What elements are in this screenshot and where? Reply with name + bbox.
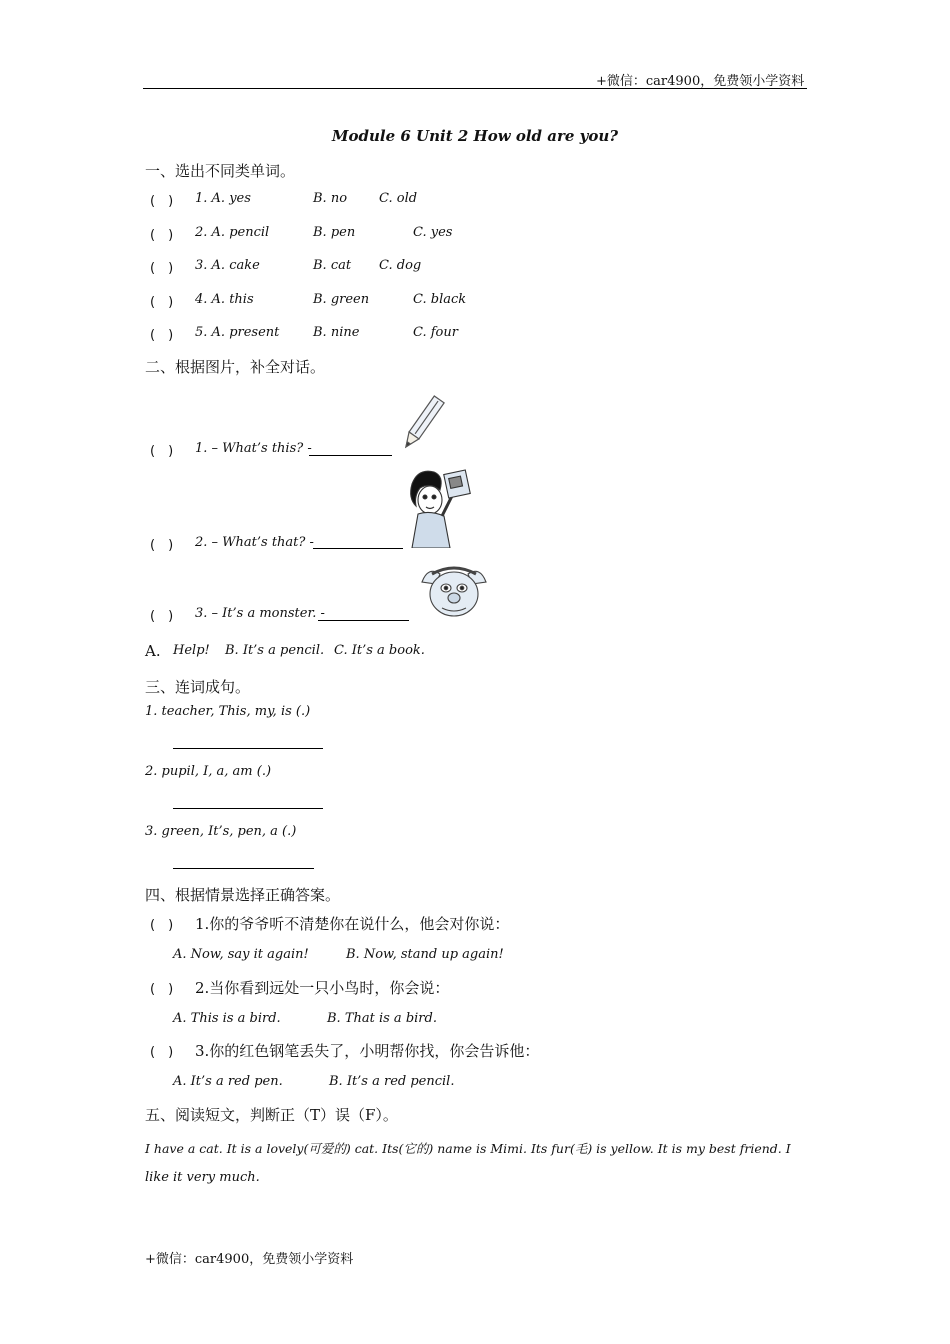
section-3-heading: 三、连词成句。: [145, 678, 251, 696]
situation-question: 2.当你看到远处一只小鸟时，你会说：: [195, 979, 450, 997]
word-order-item: 2. pupil, I, a, am (.): [145, 764, 272, 779]
answer-paren: ( ): [150, 295, 174, 310]
section-1-heading: 一、选出不同类单词。: [145, 162, 296, 180]
reading-passage-line-2: like it very much.: [145, 1170, 260, 1185]
dialog-line: 2. – What’s that? -: [195, 535, 314, 550]
blank-line: [318, 620, 409, 621]
answer-line: [173, 748, 323, 749]
question-option-c: C. yes: [413, 225, 453, 240]
option-b: B. It’s a pencil.: [225, 643, 325, 658]
section-2-heading: 二、根据图片，补全对话。: [145, 358, 326, 376]
options-label: A.: [145, 642, 161, 660]
choice-a: A. It’s a red pen.: [173, 1074, 283, 1089]
answer-paren: ( ): [150, 194, 174, 209]
question-option-b: B. no: [313, 191, 348, 206]
dialog-line: 1. – What’s this? -: [195, 441, 312, 456]
question-option-c: C. old: [379, 191, 418, 206]
option-c: C. It’s a book.: [334, 643, 425, 658]
blank-line: [309, 455, 392, 456]
choice-b: B. That is a bird.: [327, 1011, 437, 1026]
choice-b: B. Now, stand up again!: [346, 947, 504, 962]
word-order-item: 1. teacher, This, my, is (.): [145, 704, 311, 719]
question-option-b: B. nine: [313, 325, 360, 340]
question-option-a: 5. A. present: [195, 325, 280, 340]
blank-line: [313, 548, 403, 549]
question-option-c: C. four: [413, 325, 458, 340]
answer-paren: ( ): [150, 1045, 174, 1060]
word-order-item: 3. green, It’s, pen, a (.): [145, 824, 297, 839]
answer-paren: ( ): [150, 982, 174, 997]
page-title: Module 6 Unit 2 How old are you?: [331, 127, 619, 145]
situation-question: 3.你的红色钢笔丢失了，小明帮你找，你会告诉他：: [195, 1042, 540, 1060]
dialog-line: 3. – It’s a monster. -: [195, 606, 325, 621]
section-5-heading: 五、阅读短文，判断正（T）误（F）。: [145, 1106, 398, 1124]
question-option-b: B. pen: [313, 225, 356, 240]
reading-passage-line-1: I have a cat. It is a lovely(可爱的) cat. Its(它的) name is Mimi. Its fur(毛) is yellow. It is my best friend. I: [145, 1141, 791, 1156]
answer-paren: ( ): [150, 261, 174, 276]
answer-paren: ( ): [150, 538, 174, 553]
question-option-a: 3. A. cake: [195, 258, 260, 273]
choice-b: B. It’s a red pencil.: [329, 1074, 455, 1089]
answer-paren: ( ): [150, 328, 174, 343]
section-4-heading: 四、根据情景选择正确答案。: [145, 886, 341, 904]
header-rule: [143, 88, 807, 89]
answer-paren: ( ): [150, 918, 174, 933]
question-option-b: B. cat: [313, 258, 352, 273]
girl-with-book-picture: [404, 466, 476, 548]
footer-note: +微信：car4900，免费领小学资料: [145, 1252, 354, 1267]
answer-paren: ( ): [150, 228, 174, 243]
pencil-picture: [396, 392, 448, 456]
situation-question: 1.你的爷爷听不清楚你在说什么，他会对你说：: [195, 915, 510, 933]
choice-a: A. This is a bird.: [173, 1011, 281, 1026]
question-option-c: C. dog: [379, 258, 422, 273]
question-option-b: B. green: [313, 292, 370, 307]
header-note: +微信：car4900，免费领小学资料: [596, 74, 805, 89]
question-option-c: C. black: [413, 292, 467, 307]
monster-picture: [418, 562, 490, 620]
question-option-a: 1. A. yes: [195, 191, 251, 206]
answer-paren: ( ): [150, 444, 174, 459]
answer-paren: ( ): [150, 609, 174, 624]
option-a: Help!: [173, 643, 210, 658]
answer-line: [173, 808, 323, 809]
choice-a: A. Now, say it again!: [173, 947, 309, 962]
question-option-a: 2. A. pencil: [195, 225, 270, 240]
answer-line: [173, 868, 314, 869]
question-option-a: 4. A. this: [195, 292, 254, 307]
